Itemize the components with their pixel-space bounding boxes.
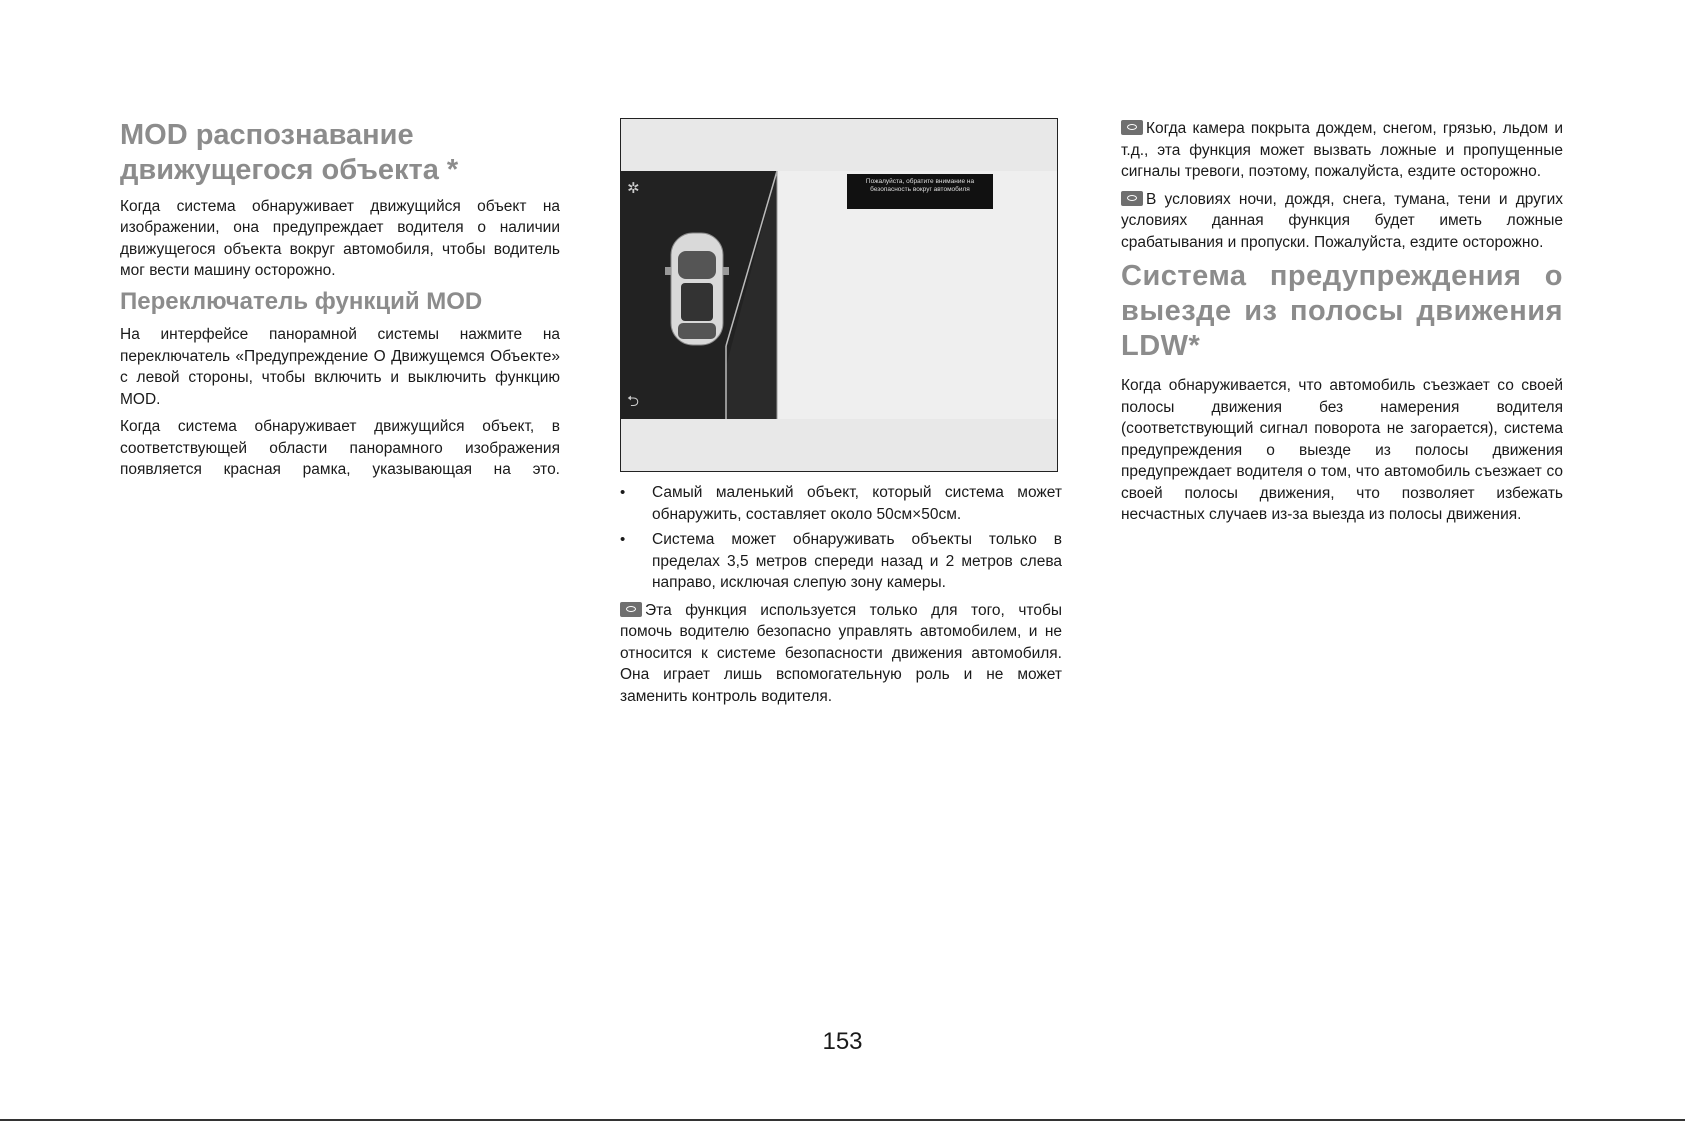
paragraph-mod-switch: На интерфейсе панорамной системы нажмите на переключатель «Предупреждение О Движущемся Объекте» с левой стороны, чтобы включить и выключить функцию MOD. [120,326,560,408]
panoramic-screen-figure [620,118,1058,472]
page-number: 153 [822,1028,863,1055]
subsection-title-mod-switch: Переключатель функций MOD [120,287,483,315]
gear-icon[interactable]: ✲ [627,180,640,197]
note-paragraph [1121,189,1563,254]
paragraph-mod-red-frame: Когда система обнаруживает движущийся объект, в соответствующей области панорамного изображения появляется красная рамка, указывающая на это. [120,418,560,479]
column-middle [620,118,1062,713]
eye-warning-icon [1121,120,1143,135]
detection-limits-list [620,482,1062,594]
note-text: Эта функция используется только для того, чтобы помочь водителю безопасно управлять автомобилем, и не относится к системе безопасности движения автомобиля. Она играет лишь вспомогательную роль и не может заменить контроль водителя. [620,601,1062,705]
eye-warning-icon [620,602,642,617]
paragraph-ldw-intro: Когда обнаруживается, что автомобиль съезжает со своей полосы движения без намерения водителя (соответствующий сигнал поворота не загорается), система предупреждения о выезде из полосы движения предупреждает водителя о том, что автомобиль съезжает со своей полосы движения, что позволяет избежать несчастных случаев из-за выезда из полосы движения. [1121,377,1563,524]
screen-warning-banner: Пожалуйста, обратите внимание на безопасность вокруг автомобиля [847,174,993,209]
note-text: Когда камера покрыта дождем, снегом, грязью, льдом и т.д., эта функция может вызвать ложные и пропущенные сигналы тревоги, поэтому, пожалуйста, ездите осторожно. [1121,120,1563,180]
list-item: • Система может обнаруживать объекты только в пределах 3,5 метров спереди назад и 2 метров слева направо, исключая слепую зону камеры. [620,529,1062,594]
page-bottom-rule [0,1119,1685,1121]
paragraph-mod-intro: Когда система обнаруживает движущийся объект на изображении, она предупреждает водителя о наличии движущегося объекта вокруг автомобиля, чтобы водитель мог вести машину осторожно. [120,197,560,280]
section-title-mod: MOD распознавание движущегося объекта * [120,119,459,186]
note-paragraph [620,600,1062,708]
back-arrow-icon[interactable]: ⮌ [627,393,640,410]
eye-warning-icon [1121,191,1143,206]
note-paragraph [1121,118,1563,183]
list-item: • Самый маленький объект, который система может обнаружить, составляет около 50см×50см. [620,482,1062,525]
column-left [120,118,560,487]
note-text: В условиях ночи, дождя, снега, тумана, тени и других условиях данная функция будет иметь ложные срабатывания и пропуски. Пожалуйста, ездите осторожно. [1121,190,1563,251]
section-title-ldw: Система предупреждения о выезде из полосы движения LDW* [1121,260,1563,362]
column-right [1121,118,1563,532]
